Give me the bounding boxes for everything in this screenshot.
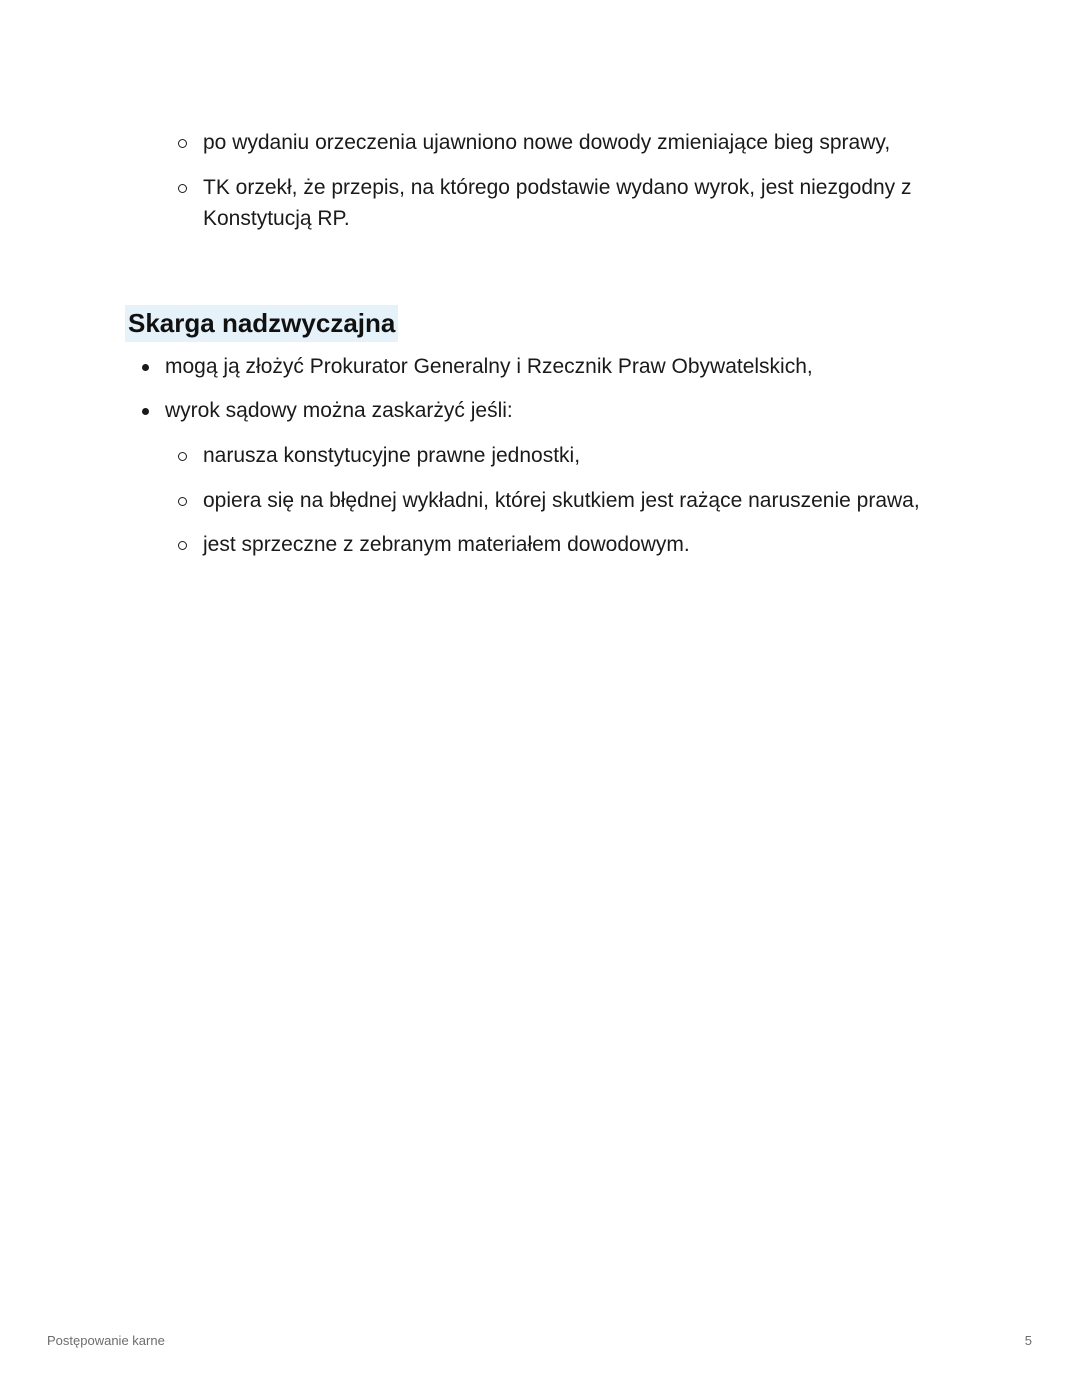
hollow-bullet-icon — [178, 497, 187, 506]
list-item-text: opiera się na błędnej wykładni, której skutkiem jest rażące naruszenie prawa, — [203, 489, 920, 512]
list-item-text: TK orzekł, że przepis, na którego podstawie wydano wyrok, jest niezgodny z — [203, 176, 912, 199]
hollow-bullet-icon — [178, 541, 187, 550]
hollow-bullet-icon — [178, 452, 187, 461]
list-item-text: mogą ją złożyć Prokurator Generalny i Rzecznik Praw Obywatelskich, — [165, 355, 813, 378]
list-item-text: jest sprzeczne z zebranym materiałem dowodowym. — [203, 533, 690, 556]
list-item-text: wyrok sądowy można zaskarżyć jeśli: — [165, 399, 513, 422]
hollow-bullet-icon — [178, 139, 187, 148]
list-item-text: po wydaniu orzeczenia ujawniono nowe dowody zmieniające bieg sprawy, — [203, 131, 891, 154]
list-item-text: narusza konstytucyjne prawne jednostki, — [203, 444, 581, 467]
section-heading: Skarga nadzwyczajna — [125, 305, 398, 342]
hollow-bullet-icon — [178, 184, 187, 193]
bullet-icon — [142, 364, 149, 371]
bullet-icon — [142, 408, 149, 415]
list-item-text-continued: Konstytucją RP. — [203, 207, 350, 230]
footer-title: Postępowanie karne — [47, 1333, 165, 1348]
page-number: 5 — [1024, 1333, 1032, 1348]
